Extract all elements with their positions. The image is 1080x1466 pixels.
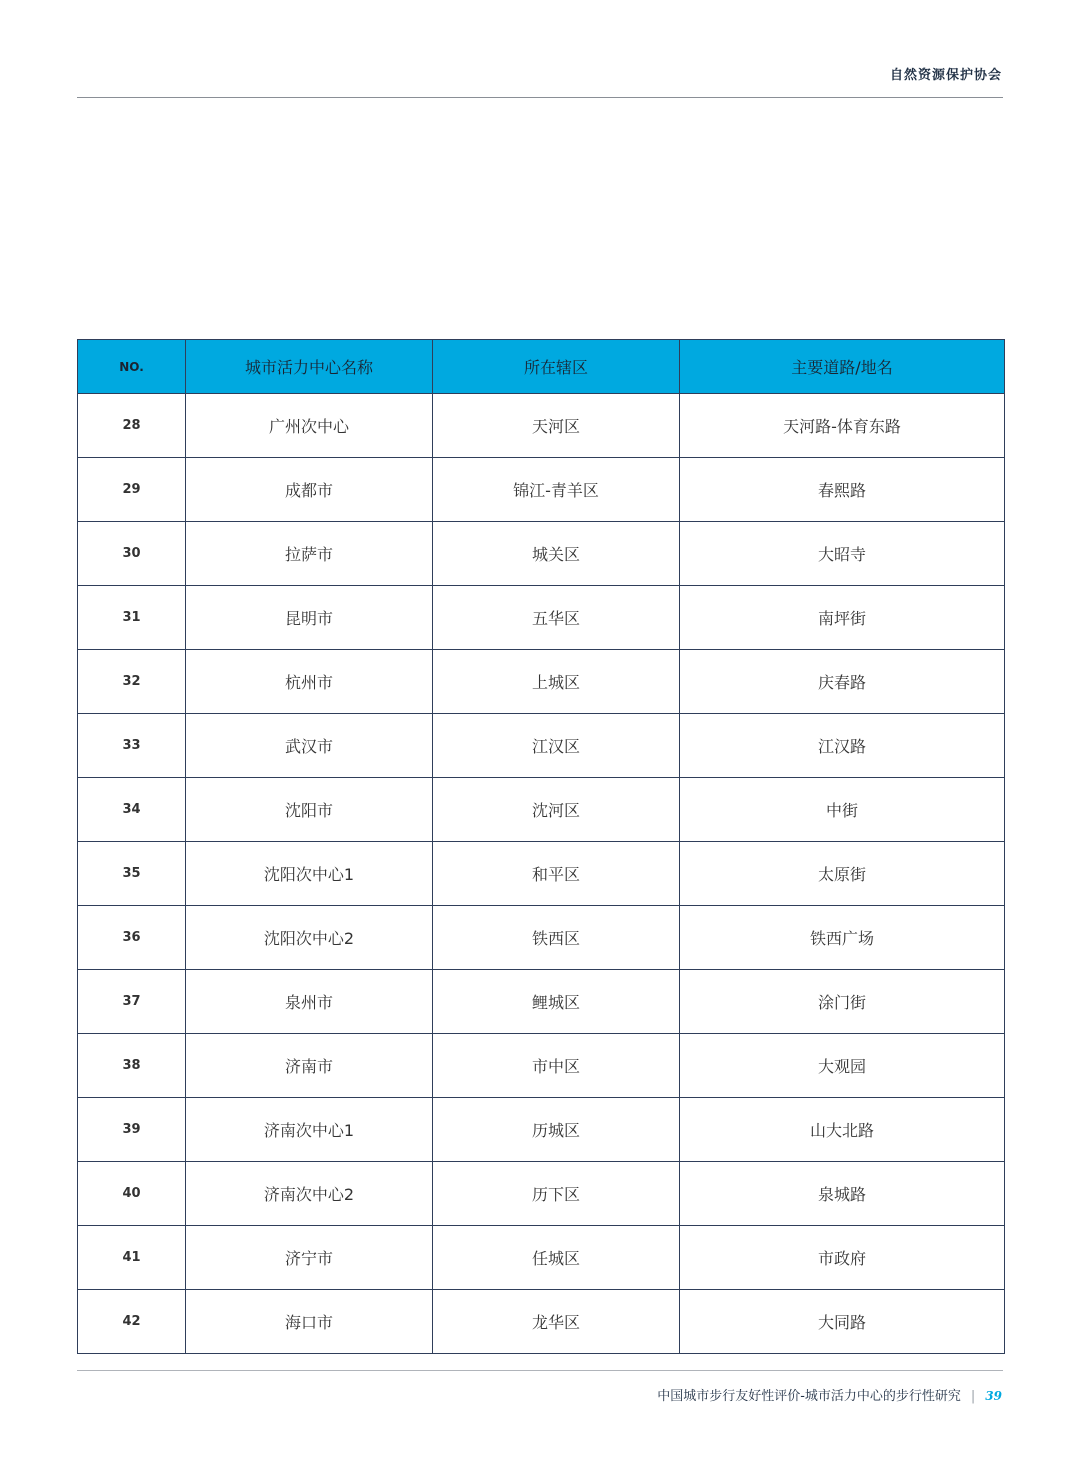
row-number: 36 xyxy=(78,906,186,970)
district: 天河区 xyxy=(433,394,680,458)
center-name: 泉州市 xyxy=(186,970,433,1034)
center-name: 海口市 xyxy=(186,1290,433,1354)
main-road: 山大北路 xyxy=(680,1098,1005,1162)
table-row xyxy=(78,394,1005,458)
center-name: 济南次中心1 xyxy=(186,1098,433,1162)
center-name: 济南次中心2 xyxy=(186,1162,433,1226)
main-road: 大昭寺 xyxy=(680,522,1005,586)
district: 市中区 xyxy=(433,1034,680,1098)
center-name: 济南市 xyxy=(186,1034,433,1098)
column-header-center-name: 城市活力中心名称 xyxy=(186,340,433,394)
center-name: 拉萨市 xyxy=(186,522,433,586)
table-row xyxy=(78,522,1005,586)
row-number: 40 xyxy=(78,1162,186,1226)
row-number: 34 xyxy=(78,778,186,842)
row-number: 39 xyxy=(78,1098,186,1162)
report-title: 中国城市步行友好性评价-城市活力中心的步行性研究 xyxy=(657,1389,961,1404)
column-header-district: 所在辖区 xyxy=(433,340,680,394)
row-number: 33 xyxy=(78,714,186,778)
main-road: 泉城路 xyxy=(680,1162,1005,1226)
table-row xyxy=(78,1290,1005,1354)
center-name: 广州次中心 xyxy=(186,394,433,458)
column-header-no: NO. xyxy=(78,340,186,394)
row-number: 31 xyxy=(78,586,186,650)
table-row xyxy=(78,650,1005,714)
page-number: 39 xyxy=(985,1389,1002,1403)
district: 任城区 xyxy=(433,1226,680,1290)
row-number: 38 xyxy=(78,1034,186,1098)
footer-separator: | xyxy=(970,1389,976,1404)
center-name: 成都市 xyxy=(186,458,433,522)
row-number: 28 xyxy=(78,394,186,458)
district: 历下区 xyxy=(433,1162,680,1226)
district: 历城区 xyxy=(433,1098,680,1162)
table-row xyxy=(78,1034,1005,1098)
main-road: 市政府 xyxy=(680,1226,1005,1290)
row-number: 29 xyxy=(78,458,186,522)
district: 龙华区 xyxy=(433,1290,680,1354)
main-road: 大观园 xyxy=(680,1034,1005,1098)
city-center-table xyxy=(77,339,1005,1354)
main-road: 庆春路 xyxy=(680,650,1005,714)
center-name: 武汉市 xyxy=(186,714,433,778)
table-row xyxy=(78,458,1005,522)
main-road: 大同路 xyxy=(680,1290,1005,1354)
center-name: 杭州市 xyxy=(186,650,433,714)
main-road: 南坪街 xyxy=(680,586,1005,650)
main-road: 涂门街 xyxy=(680,970,1005,1034)
row-number: 30 xyxy=(78,522,186,586)
table-row xyxy=(78,1226,1005,1290)
center-name: 沈阳市 xyxy=(186,778,433,842)
main-road: 天河路-体育东路 xyxy=(680,394,1005,458)
district: 沈河区 xyxy=(433,778,680,842)
district: 上城区 xyxy=(433,650,680,714)
column-header-main-road: 主要道路/地名 xyxy=(680,340,1005,394)
table-row xyxy=(78,1098,1005,1162)
organization-name: 自然资源保护协会 xyxy=(889,68,1002,83)
district: 江汉区 xyxy=(433,714,680,778)
main-road: 中街 xyxy=(680,778,1005,842)
district: 铁西区 xyxy=(433,906,680,970)
center-name: 沈阳次中心1 xyxy=(186,842,433,906)
table-header-row xyxy=(78,340,1005,394)
district: 城关区 xyxy=(433,522,680,586)
footer xyxy=(657,1385,1002,1404)
district: 锦江-青羊区 xyxy=(433,458,680,522)
table-row xyxy=(78,906,1005,970)
footer-divider xyxy=(77,1370,1003,1371)
row-number: 37 xyxy=(78,970,186,1034)
main-road: 铁西广场 xyxy=(680,906,1005,970)
row-number: 42 xyxy=(78,1290,186,1354)
table-row xyxy=(78,714,1005,778)
table-row xyxy=(78,586,1005,650)
main-road: 春熙路 xyxy=(680,458,1005,522)
center-name: 昆明市 xyxy=(186,586,433,650)
table-row xyxy=(78,842,1005,906)
center-name: 济宁市 xyxy=(186,1226,433,1290)
district: 鲤城区 xyxy=(433,970,680,1034)
row-number: 32 xyxy=(78,650,186,714)
main-road: 太原街 xyxy=(680,842,1005,906)
district: 五华区 xyxy=(433,586,680,650)
table-row xyxy=(78,1162,1005,1226)
row-number: 35 xyxy=(78,842,186,906)
center-name: 沈阳次中心2 xyxy=(186,906,433,970)
header-divider xyxy=(77,97,1003,98)
main-road: 江汉路 xyxy=(680,714,1005,778)
row-number: 41 xyxy=(78,1226,186,1290)
table-row xyxy=(78,778,1005,842)
table-row xyxy=(78,970,1005,1034)
district: 和平区 xyxy=(433,842,680,906)
